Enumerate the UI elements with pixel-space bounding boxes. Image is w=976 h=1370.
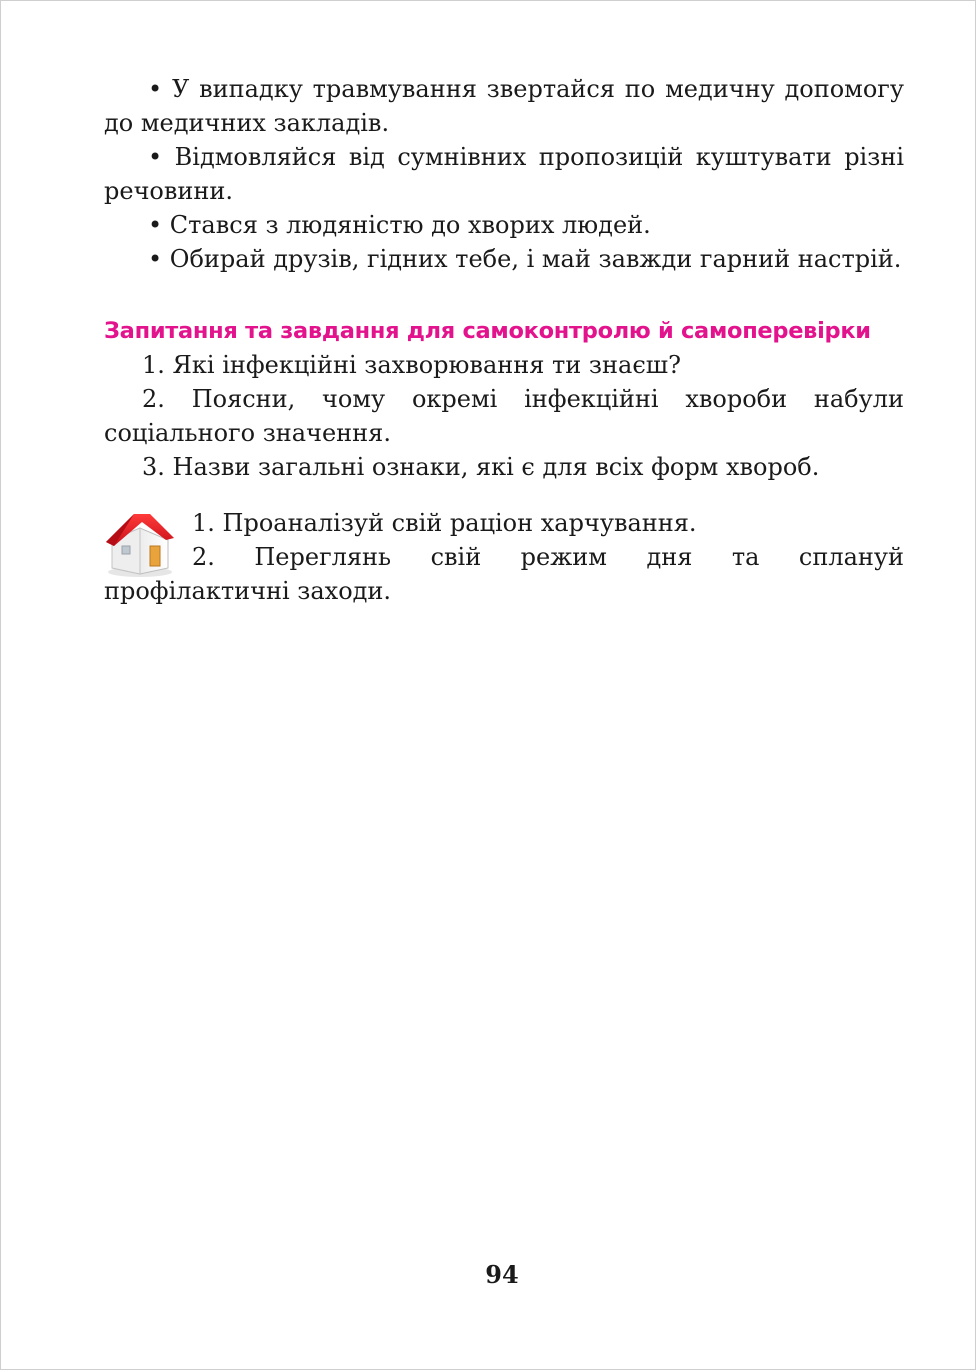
question-list: [104, 348, 904, 484]
bullet-item: • Стався з людяністю до хворих людей.: [148, 211, 651, 239]
page-number: 94: [485, 1260, 519, 1289]
bullet-list: [104, 72, 904, 276]
question-item: 1. Які інфекційні захворювання ти знаєш?: [142, 351, 681, 379]
bullet-item: • У випадку травмування звертайся по медичну допомогу до медичних закладів.: [104, 75, 904, 137]
bullet-item: • Обирай друзів, гідних тебе, і май завжди гарний настрій.: [148, 245, 902, 273]
homework-list: [104, 506, 904, 608]
house-icon: [104, 510, 176, 578]
question-item: 2. Поясни, чому окремі інфекційні хвороби набули соціального значення.: [104, 385, 904, 447]
bullet-item: • Відмовляйся від сумнівних пропозицій куштувати різні речовини.: [104, 143, 904, 205]
homework-item: 2. Переглянь свій режим дня та сплануй профілактичні заходи.: [104, 543, 904, 605]
homework-item: 1. Проаналізуй свій раціон харчування.: [192, 509, 697, 537]
homework-block: [104, 506, 904, 608]
section-heading: Запитання та завдання для самоконтролю й самоперевірки: [104, 318, 871, 344]
page-content: [104, 72, 904, 608]
question-item: 3. Назви загальні ознаки, які є для всіх форм хвороб.: [142, 453, 820, 481]
